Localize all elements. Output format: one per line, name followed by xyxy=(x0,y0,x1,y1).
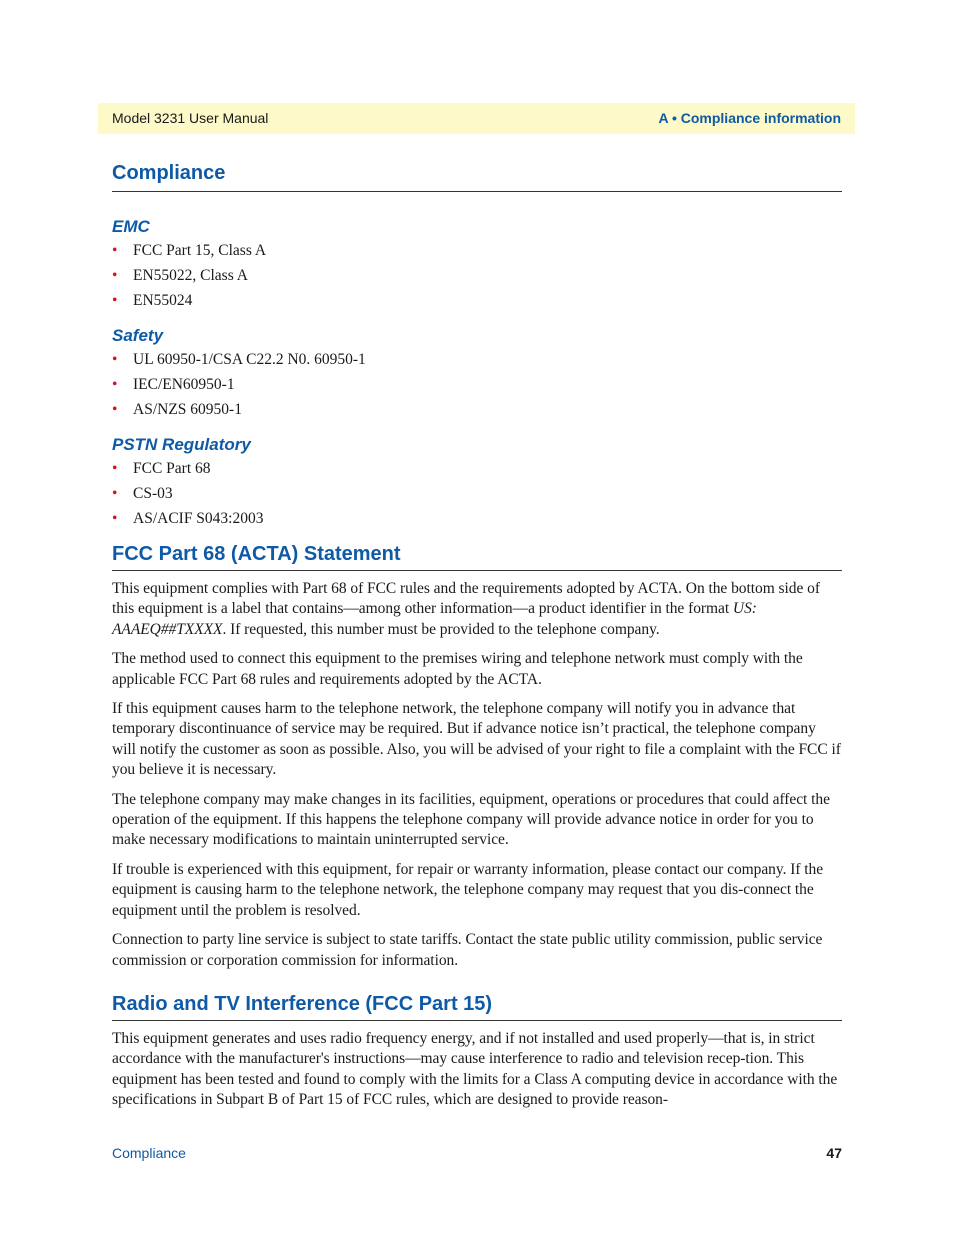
list-item: • AS/NZS 60950-1 xyxy=(112,397,842,422)
list-item: • IEC/EN60950-1 xyxy=(112,372,842,397)
emc-heading: EMC xyxy=(112,217,150,236)
list-item: • UL 60950-1/CSA C22.2 N0. 60950-1 xyxy=(112,347,842,372)
bullet-icon: • xyxy=(112,401,118,418)
radio-tv-heading: Radio and TV Interference (FCC Part 15) xyxy=(112,989,842,1021)
footer-section-title: Compliance xyxy=(112,1145,186,1161)
fcc68-paragraph-1: This equipment complies with Part 68 of FCC rules and the requirements adopted by ACTA. On the bottom side of this equipment is a label that contains—among other information—a product identifier in the format US: AAAEQ##TXXXX. If requested, this number must be provided to the telephone company. xyxy=(112,580,820,638)
list-item: • EN55024 xyxy=(112,288,842,313)
fcc68-paragraph-5: If trouble is experienced with this equipment, for repair or warranty information, please contact our company. If the equipment is causing harm to the telephone network, the telephone company may request that you dis-connect the equipment until the problem is resolved. xyxy=(112,860,824,919)
bullet-icon: • xyxy=(112,242,118,259)
fcc68-paragraph-2: The method used to connect this equipment to the premises wiring and telephone network must comply with the applicable FCC Part 68 rules and requirements adopted by the ACTA. xyxy=(112,650,803,688)
pstn-heading: PSTN Regulatory xyxy=(112,435,251,454)
fcc68-paragraph-4: The telephone company may make changes in its facilities, equipment, operations or procedures that could affect the operation of the equipment. If this happens the telephone company will provide advance notice in order for you to make necessary modifications to maintain uninterrupted service. xyxy=(112,790,830,849)
fcc68-paragraph-3: If this equipment causes harm to the telephone network, the telephone company will notify you in advance that temporary discontinuance of service may be required. But if advance notice isn’t practical, the telephone company will notify the customer as soon as possible. Also, you will be advised of your right to file a complaint with the FCC if you believe it is necessary. xyxy=(112,700,841,779)
bullet-icon: • xyxy=(112,510,118,527)
header-chapter-title: A • Compliance information xyxy=(658,110,841,126)
fcc68-heading: FCC Part 68 (ACTA) Statement xyxy=(112,539,842,571)
safety-list xyxy=(112,347,842,422)
emc-list xyxy=(112,238,842,313)
list-item: • EN55022, Class A xyxy=(112,263,842,288)
header-manual-title: Model 3231 User Manual xyxy=(112,110,269,126)
compliance-heading: Compliance xyxy=(112,158,842,192)
fcc68-paragraph-6: Connection to party line service is subject to state tariffs. Contact the state public utility commission, public service commission or corporation commission for information. xyxy=(112,931,823,969)
safety-heading: Safety xyxy=(112,326,164,345)
pstn-list xyxy=(112,456,842,531)
page-content xyxy=(112,158,842,1120)
list-item: • FCC Part 68 xyxy=(112,456,842,481)
page-number: 47 xyxy=(826,1145,842,1161)
list-item: • FCC Part 15, Class A xyxy=(112,238,842,263)
list-item: • CS-03 xyxy=(112,481,842,506)
bullet-icon: • xyxy=(112,267,118,284)
bullet-icon: • xyxy=(112,485,118,502)
list-item: • AS/ACIF S043:2003 xyxy=(112,506,842,531)
bullet-icon: • xyxy=(112,460,118,477)
bullet-icon: • xyxy=(112,292,118,309)
bullet-icon: • xyxy=(112,351,118,368)
bullet-icon: • xyxy=(112,376,118,393)
radio-tv-paragraph-1: This equipment generates and uses radio frequency energy, and if not installed and used properly—that is, in strict accordance with the manufacturer's instructions—may cause interference to radio and television recep-tion. This equipment has been tested and found to comply with the limits for a Class A computing device in accordance with the specifications in Subpart B of Part 15 of FCC rules, which are designed to provide reason- xyxy=(112,1029,838,1109)
running-header xyxy=(98,103,855,134)
